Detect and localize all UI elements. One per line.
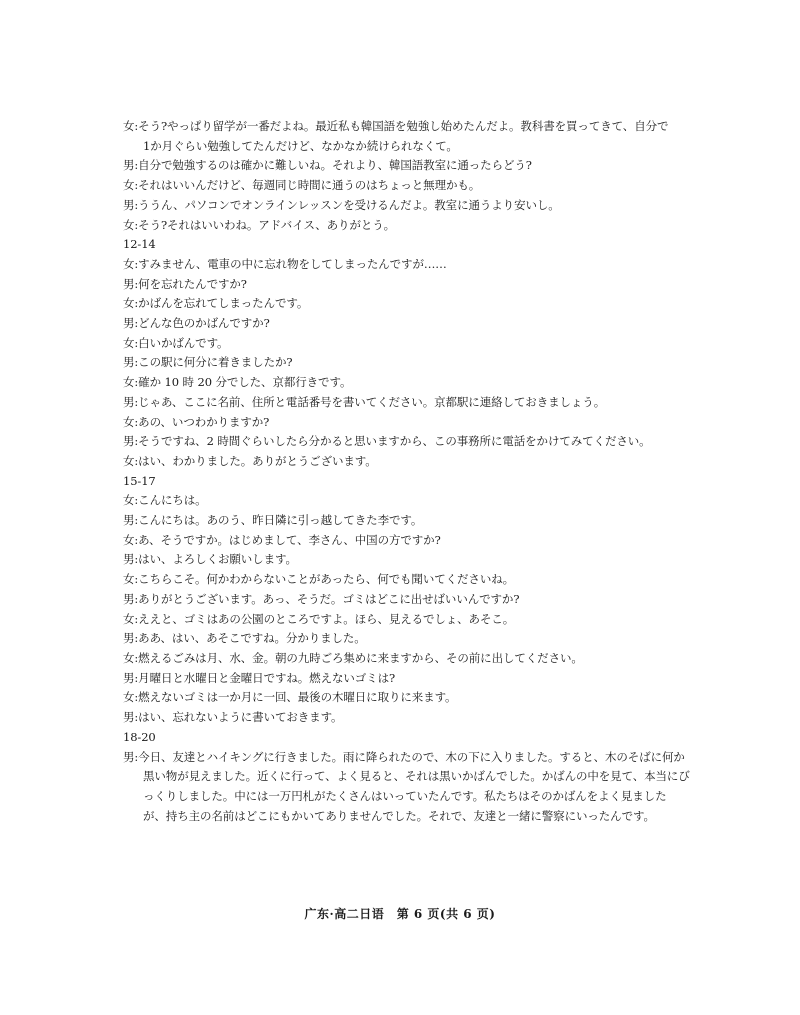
dialogue-line: 1か月ぐらい勉強してたんだけど、なかなか続けられなくて。 [143,138,458,153]
dialogue-line: 男:そうですね、2 時間ぐらいしたら分かると思いますから、この事務所に電話をかけてみてください。 [123,434,651,449]
dialogue-line: 男:じゃあ、ここに名前、住所と電話番号を書いてください。京都駅に連絡しておきましょう。 [123,394,606,409]
dialogue-line: 女:こんにちは。 [123,493,207,508]
dialogue-line: 女:確か 10 時 20 分でした、京都行きです。 [123,375,352,390]
transcript-body [123,117,690,826]
page-footer: 广东·高二日语 第 6 页(共 6 页) [304,907,496,921]
dialogue-line: 男:こんにちは。あのう、昨日隣に引っ越してきた李です。 [123,513,423,528]
dialogue-line: が、持ち主の名前はどこにもかいてありませんでした。それで、友達と一緒に警察にいったんです。 [143,808,655,823]
dialogue-line: 女:あの、いつわかりますか? [123,414,270,429]
dialogue-line: 男:月曜日と水曜日と金曜日ですね。燃えないゴミは? [123,670,396,685]
dialogue-line: 女:こちらこそ。何かわからないことがあったら、何でも聞いてくださいね。 [123,572,515,587]
dialogue-line: 女:燃えるごみは月、水、金。朝の九時ごろ集めに来ますから、その前に出してください。 [123,650,583,665]
dialogue-line: 男:はい、よろしくお願いします。 [123,552,297,567]
dialogue-line: 女:あ、そうですか。はじめまして、李さん、中国の方ですか? [123,532,441,547]
dialogue-line: 女:すみません、電車の中に忘れ物をしてしまったんですが…… [123,256,447,271]
dialogue-line: 男:ああ、はい、あそこですね。分かりました。 [123,631,366,646]
dialogue-line: 女:そう?やっぱり留学が一番だよね。最近私も韓国語を勉強し始めたんだよ。教科書を買ってきて、自分で [123,119,669,133]
dialogue-line: 女:燃えないゴミは一か月に一回、最後の木曜日に取りに来ます。 [123,690,457,705]
dialogue-line: 女:そう?それはいいわね。アドバイス、ありがとう。 [123,217,396,232]
dialogue-line: 女:はい、わかりました。ありがとうございます。 [123,453,377,468]
section-number: 15-17 [123,473,156,488]
dialogue-line: 男:自分で勉強するのは確かに難しいね。それより、韓国語教室に通ったらどう? [123,158,532,173]
section-number: 18-20 [123,729,156,744]
dialogue-line: 男:はい、忘れないように書いておきます。 [123,710,343,725]
dialogue-line: 男:ううん、パソコンでオンラインレッスンを受けるんだよ。教室に通うより安いし。 [123,197,560,212]
dialogue-line: 女:ええと、ゴミはあの公園のところですよ。ほら、見えるでしょ、あそこ。 [123,611,515,626]
dialogue-line: っくりしました。中には一万円札がたくさんはいっていたんです。私たちはそのかばんをよく見ました [143,788,667,803]
dialogue-line: 男:ありがとうございます。あっ、そうだ。ゴミはどこに出せばいいんですか? [123,591,520,606]
dialogue-line: 女:それはいいんだけど、毎週同じ時間に通うのはちょっと無理かも。 [123,178,481,193]
dialogue-line: 男:どんな色のかばんですか? [123,316,270,331]
dialogue-line: 男:何を忘れたんですか? [123,276,247,291]
section-number: 12-14 [123,237,156,252]
dialogue-line: 女:白いかばんです。 [123,335,229,350]
dialogue-line: 男:今日、友達とハイキングに行きました。雨に降られたので、木の下に入りました。すると、木のそばに何か [123,749,685,764]
dialogue-line: 男:この駅に何分に着きましたか? [123,355,293,370]
dialogue-line: 女:かばんを忘れてしまったんです。 [123,296,309,311]
dialogue-line: 黒い物が見えました。近くに行って、よく見ると、それは黒いかばんでした。かばんの中を見て、本当にび [143,769,690,784]
